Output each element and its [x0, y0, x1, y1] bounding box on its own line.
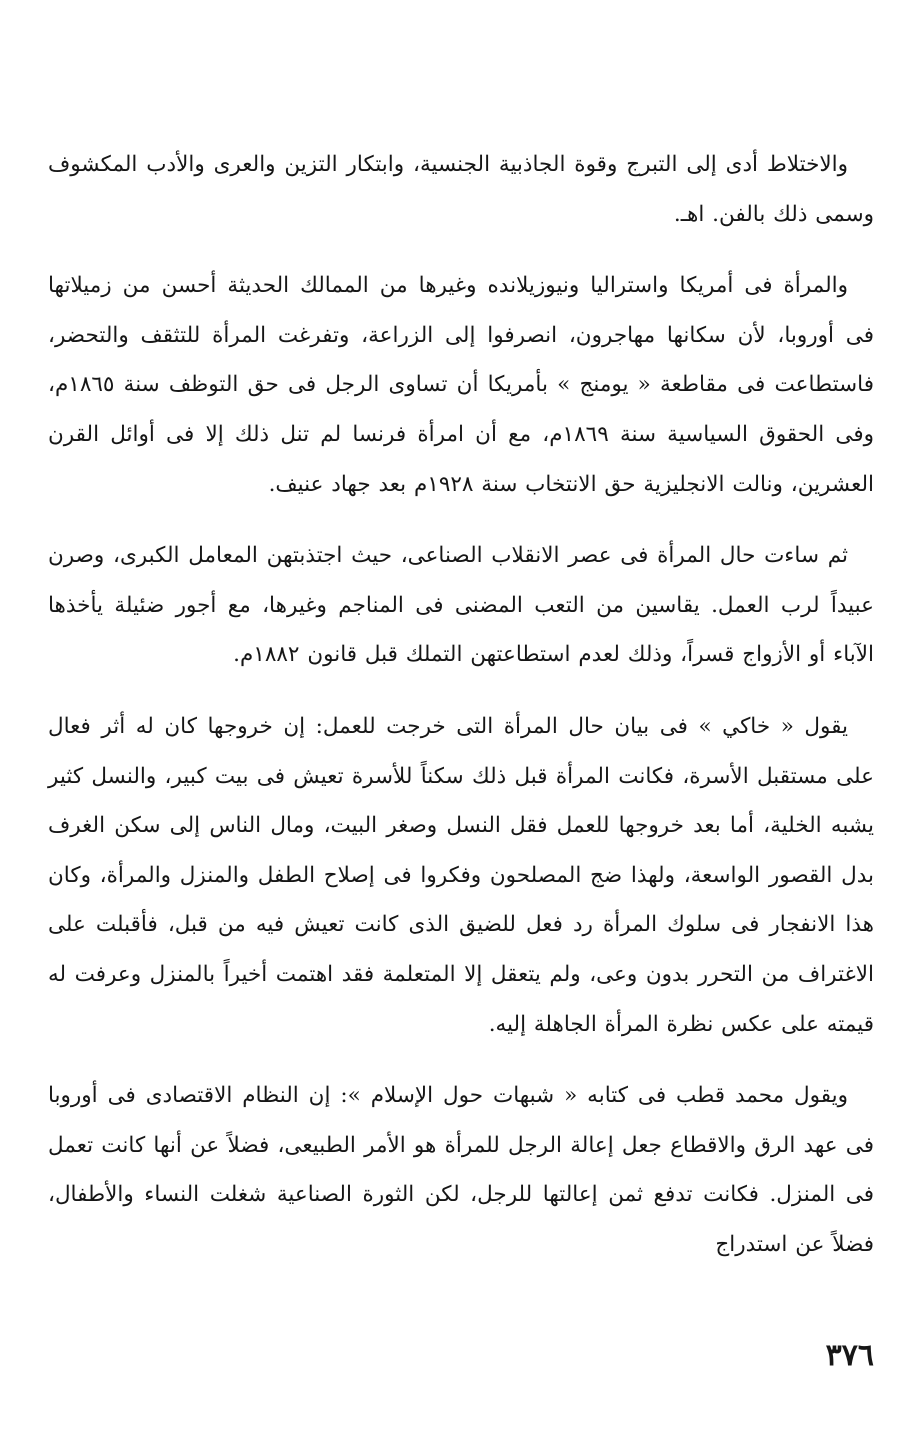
- paragraph-3: ثم ساءت حال المرأة فى عصر الانقلاب الصناعى، حيث اجتذبتهن المعامل الكبرى، وصرن عبيداً لرب العمل. يقاسين من التعب المضنى فى المناجم وغيرها، مع أجور ضئيلة يأخذها الآباء أو الأزواج قسراً، وذلك لعدم استطاعتهن التملك قبل قانون ١٨٨٢م.: [48, 543, 874, 668]
- paragraph-4: يقول « خاكي » فى بيان حال المرأة التى خرجت للعمل: إن خروجها كان له أثر فعال على مستقبل الأسرة، فكانت المرأة قبل ذلك سكناً للأسرة تعيش فى بيت كبير، والنسل كثير يشبه الخلية، أما بعد خروجها للعمل فقل النسل وصغر البيت، ومال الناس إلى سكن الغرف بدل القصور الواسعة، ولهذا ضج المصلحون وفكروا فى إصلاح الطفل والمنزل والمرأة، وكان هذا الانفجار فى سلوك المرأة رد فعل للضيق الذى كانت تعيش فيه من قبل، فأقبلت على الاغتراف من التحرر بدون وعى، ولم يتعقل إلا المتعلمة فقد اهتمت أخيراً بالمنزل وعرفت له قيمته على عكس نظرة المرأة الجاهلة إليه.: [48, 713, 874, 1037]
- paragraph-1: والاختلاط أدى إلى التبرج وقوة الجاذبية الجنسية، وابتكار التزين والعرى والأدب المكشوف وسمى ذلك بالفن. اهـ.: [48, 152, 874, 227]
- paragraph-2: والمرأة فى أمريكا واستراليا ونيوزيلانده وغيرها من الممالك الحديثة أحسن من زميلاتها فى أوروبا، لأن سكانها مهاجرون، انصرفوا إلى الزراعة، وتفرغت المرأة للتثقف والتحضر، فاستطاعت فى مقاطعة « يومنج » بأمريكا أن تساوى الرجل فى حق التوظف سنة ١٨٦٥م، وفى الحقوق السياسية سنة ١٨٦٩م، مع أن امرأة فرنسا لم تنل ذلك إلا فى أوائل القرن العشرين، ونالت الانجليزية حق الانتخاب سنة ١٩٢٨م بعد جهاد عنيف.: [48, 273, 874, 497]
- page-number: ٣٧٦: [825, 1338, 874, 1373]
- body-text: [48, 140, 874, 1291]
- paragraph-5: ويقول محمد قطب فى كتابه « شبهات حول الإسلام »: إن النظام الاقتصادى فى أوروبا فى عهد الرق والاقطاع جعل إعالة الرجل للمرأة هو الأمر الطبيعى، فضلاً عن أنها كانت تعمل فى المنزل. فكانت تدفع ثمن إعالتها للرجل، لكن الثورة الصناعية شغلت النساء والأطفال، فضلاً عن استدراج: [48, 1083, 874, 1257]
